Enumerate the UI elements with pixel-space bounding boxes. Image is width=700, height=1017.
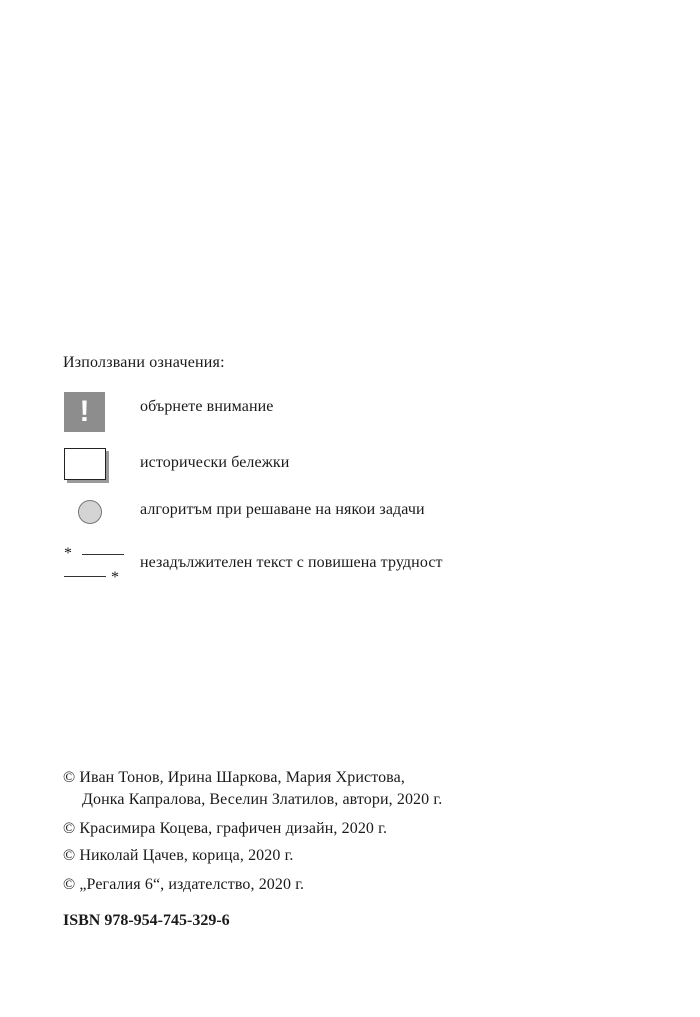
copyright-design: © Красимира Коцева, графичен дизайн, 2020 г.: [63, 820, 388, 837]
legend-item-history-label: исторически бележки: [140, 454, 290, 471]
circle-icon: [78, 500, 102, 524]
legend-item-optional-label: незадължителен текст с повишена трудност: [140, 554, 443, 571]
dash-line-bottom: [64, 576, 106, 577]
copyright-cover: © Николай Цачев, корица, 2020 г.: [63, 847, 294, 864]
legend-item-algorithm-label: алгоритъм при решаване на някои задачи: [140, 501, 425, 518]
legend-item-attention-label: обърнете внимание: [140, 398, 274, 415]
exclamation-icon: !: [64, 392, 105, 432]
copyright-publisher: © „Регалия 6“, издателство, 2020 г.: [63, 876, 305, 893]
star-top: *: [64, 545, 72, 562]
star-dash-icon: [62, 544, 128, 584]
legend-title: Използвани означения:: [63, 354, 225, 371]
copyright-authors-line2: Донка Капралова, Веселин Златилов, автори, 2020 г.: [82, 791, 443, 808]
dash-line-top: [82, 554, 124, 555]
isbn: ISBN 978-954-745-329-6: [63, 912, 230, 929]
star-bottom: *: [111, 569, 119, 586]
copyright-authors-line1: © Иван Тонов, Ирина Шаркова, Мария Христова,: [63, 769, 405, 786]
note-box-icon: [64, 448, 106, 480]
